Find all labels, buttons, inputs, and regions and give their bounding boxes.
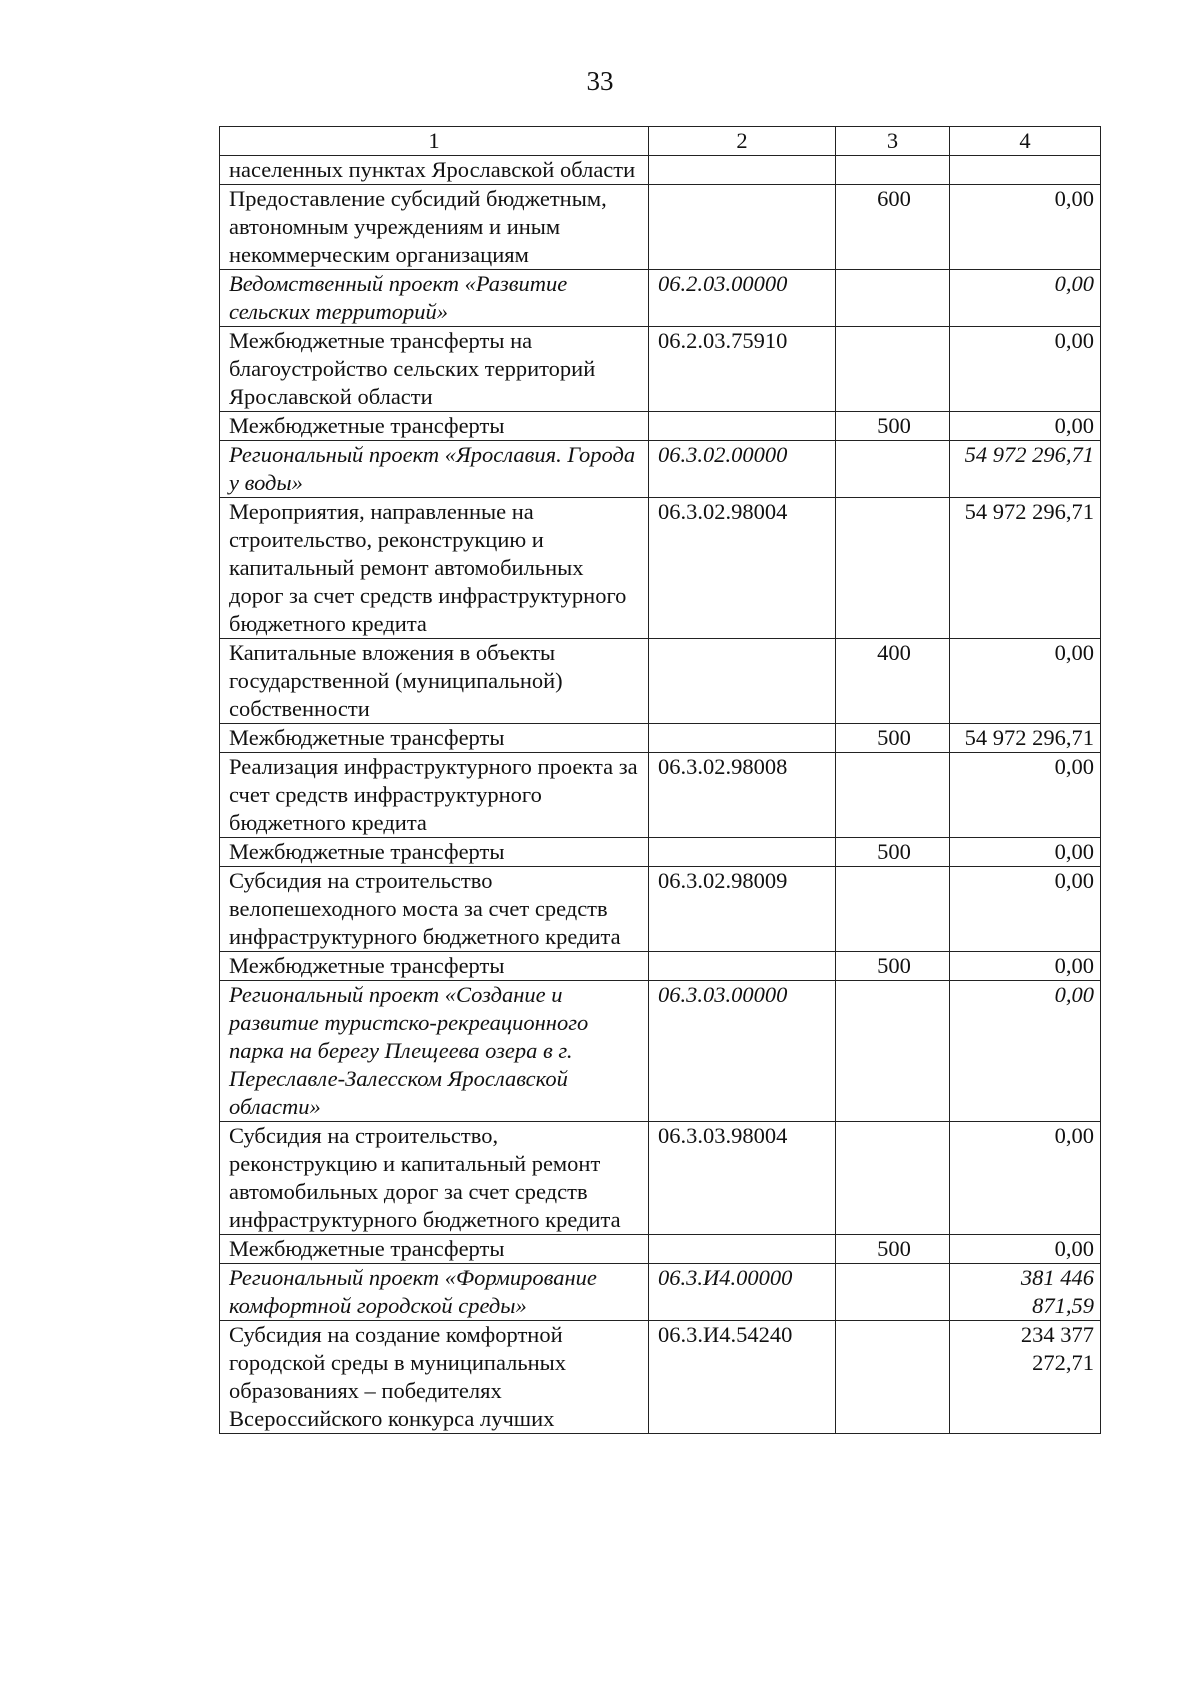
table-row <box>220 498 1101 639</box>
row-code-cell: 06.3.03.98004 <box>649 1122 836 1235</box>
row-kvr-cell: 500 <box>836 838 950 867</box>
row-sum-cell: 0,00 <box>950 981 1101 1122</box>
row-kvr-cell <box>836 981 950 1122</box>
row-name-cell: Межбюджетные трансферты <box>220 838 649 867</box>
row-code-cell <box>649 412 836 441</box>
row-kvr-cell <box>836 441 950 498</box>
row-sum-cell: 0,00 <box>950 753 1101 838</box>
row-sum-cell: 54 972 296,71 <box>950 498 1101 639</box>
table-row <box>220 867 1101 952</box>
row-kvr-cell <box>836 498 950 639</box>
table-row <box>220 270 1101 327</box>
header-col-2: 2 <box>649 127 836 156</box>
table-row <box>220 441 1101 498</box>
row-code-cell: 06.3.02.00000 <box>649 441 836 498</box>
row-code-cell: 06.3.И4.54240 <box>649 1321 836 1434</box>
table-row <box>220 952 1101 981</box>
row-kvr-cell <box>836 867 950 952</box>
row-sum-cell: 0,00 <box>950 412 1101 441</box>
budget-table <box>219 126 1101 1434</box>
row-name-cell: Ведомственный проект «Развитие сельских территорий» <box>220 270 649 327</box>
table-header <box>220 127 1101 156</box>
table-row <box>220 156 1101 185</box>
row-kvr-cell: 500 <box>836 1235 950 1264</box>
table-row <box>220 981 1101 1122</box>
row-sum-cell: 0,00 <box>950 952 1101 981</box>
row-kvr-cell <box>836 156 950 185</box>
row-kvr-cell <box>836 270 950 327</box>
row-sum-cell: 381 446 871,59 <box>950 1264 1101 1321</box>
row-name-cell: Межбюджетные трансферты на благоустройство сельских территорий Ярославской области <box>220 327 649 412</box>
table-row <box>220 1321 1101 1434</box>
row-code-cell: 06.3.02.98009 <box>649 867 836 952</box>
row-code-cell <box>649 952 836 981</box>
table-row <box>220 412 1101 441</box>
table-row <box>220 185 1101 270</box>
row-name-cell: Субсидия на строительство велопешеходного моста за счет средств инфраструктурного бюджетного кредита <box>220 867 649 952</box>
row-name-cell: Мероприятия, направленные на строительство, реконструкцию и капитальный ремонт автомобильных дорог за счет средств инфраструктурного бюджетного кредита <box>220 498 649 639</box>
row-code-cell: 06.3.02.98004 <box>649 498 836 639</box>
row-name-cell: Региональный проект «Формирование комфортной городской среды» <box>220 1264 649 1321</box>
row-kvr-cell <box>836 327 950 412</box>
row-name-cell: Межбюджетные трансферты <box>220 412 649 441</box>
table-body <box>220 156 1101 1434</box>
row-code-cell <box>649 838 836 867</box>
row-code-cell <box>649 185 836 270</box>
row-name-cell: Региональный проект «Ярославия. Города у воды» <box>220 441 649 498</box>
row-name-cell: Капитальные вложения в объекты государственной (муниципальной) собственности <box>220 639 649 724</box>
row-sum-cell: 0,00 <box>950 1122 1101 1235</box>
row-kvr-cell <box>836 1264 950 1321</box>
table-row <box>220 1235 1101 1264</box>
row-sum-cell: 0,00 <box>950 270 1101 327</box>
row-kvr-cell <box>836 753 950 838</box>
row-sum-cell: 54 972 296,71 <box>950 441 1101 498</box>
row-sum-cell: 54 972 296,71 <box>950 724 1101 753</box>
table-row <box>220 724 1101 753</box>
row-kvr-cell: 400 <box>836 639 950 724</box>
row-sum-cell <box>950 156 1101 185</box>
row-name-cell: Предоставление субсидий бюджетным, автономным учреждениям и иным некоммерческим организациям <box>220 185 649 270</box>
row-sum-cell: 0,00 <box>950 867 1101 952</box>
row-sum-cell: 234 377 272,71 <box>950 1321 1101 1434</box>
row-sum-cell: 0,00 <box>950 838 1101 867</box>
table-row <box>220 327 1101 412</box>
header-col-1: 1 <box>220 127 649 156</box>
row-kvr-cell <box>836 1321 950 1434</box>
row-kvr-cell <box>836 1122 950 1235</box>
row-kvr-cell: 500 <box>836 412 950 441</box>
header-col-3: 3 <box>836 127 950 156</box>
row-code-cell: 06.2.03.00000 <box>649 270 836 327</box>
row-kvr-cell: 500 <box>836 952 950 981</box>
header-row <box>220 127 1101 156</box>
row-code-cell <box>649 724 836 753</box>
row-kvr-cell: 600 <box>836 185 950 270</box>
table-row <box>220 639 1101 724</box>
table-row <box>220 1122 1101 1235</box>
row-name-cell: Межбюджетные трансферты <box>220 724 649 753</box>
row-code-cell <box>649 1235 836 1264</box>
row-name-cell: Региональный проект «Создание и развитие туристско-рекреационного парка на берегу Плещеева озера в г. Переславле-Залесском Ярославской области» <box>220 981 649 1122</box>
row-name-cell: Межбюджетные трансферты <box>220 952 649 981</box>
table-row <box>220 838 1101 867</box>
page-number: 33 <box>586 66 614 96</box>
row-code-cell <box>649 156 836 185</box>
table-row <box>220 753 1101 838</box>
row-name-cell: Межбюджетные трансферты <box>220 1235 649 1264</box>
row-name-cell: населенных пунктах Ярославской области <box>220 156 649 185</box>
row-code-cell: 06.2.03.75910 <box>649 327 836 412</box>
row-sum-cell: 0,00 <box>950 1235 1101 1264</box>
row-name-cell: Субсидия на строительство, реконструкцию и капитальный ремонт автомобильных дорог за счет средств инфраструктурного бюджетного кредита <box>220 1122 649 1235</box>
row-name-cell: Реализация инфраструктурного проекта за счет средств инфраструктурного бюджетного кредита <box>220 753 649 838</box>
row-code-cell: 06.3.02.98008 <box>649 753 836 838</box>
table-row <box>220 1264 1101 1321</box>
row-sum-cell: 0,00 <box>950 327 1101 412</box>
row-code-cell <box>649 639 836 724</box>
header-col-4: 4 <box>950 127 1101 156</box>
row-sum-cell: 0,00 <box>950 639 1101 724</box>
row-name-cell: Субсидия на создание комфортной городской среды в муниципальных образованиях – победителях Всероссийского конкурса лучших <box>220 1321 649 1434</box>
row-kvr-cell: 500 <box>836 724 950 753</box>
row-sum-cell: 0,00 <box>950 185 1101 270</box>
row-code-cell: 06.3.03.00000 <box>649 981 836 1122</box>
row-code-cell: 06.3.И4.00000 <box>649 1264 836 1321</box>
